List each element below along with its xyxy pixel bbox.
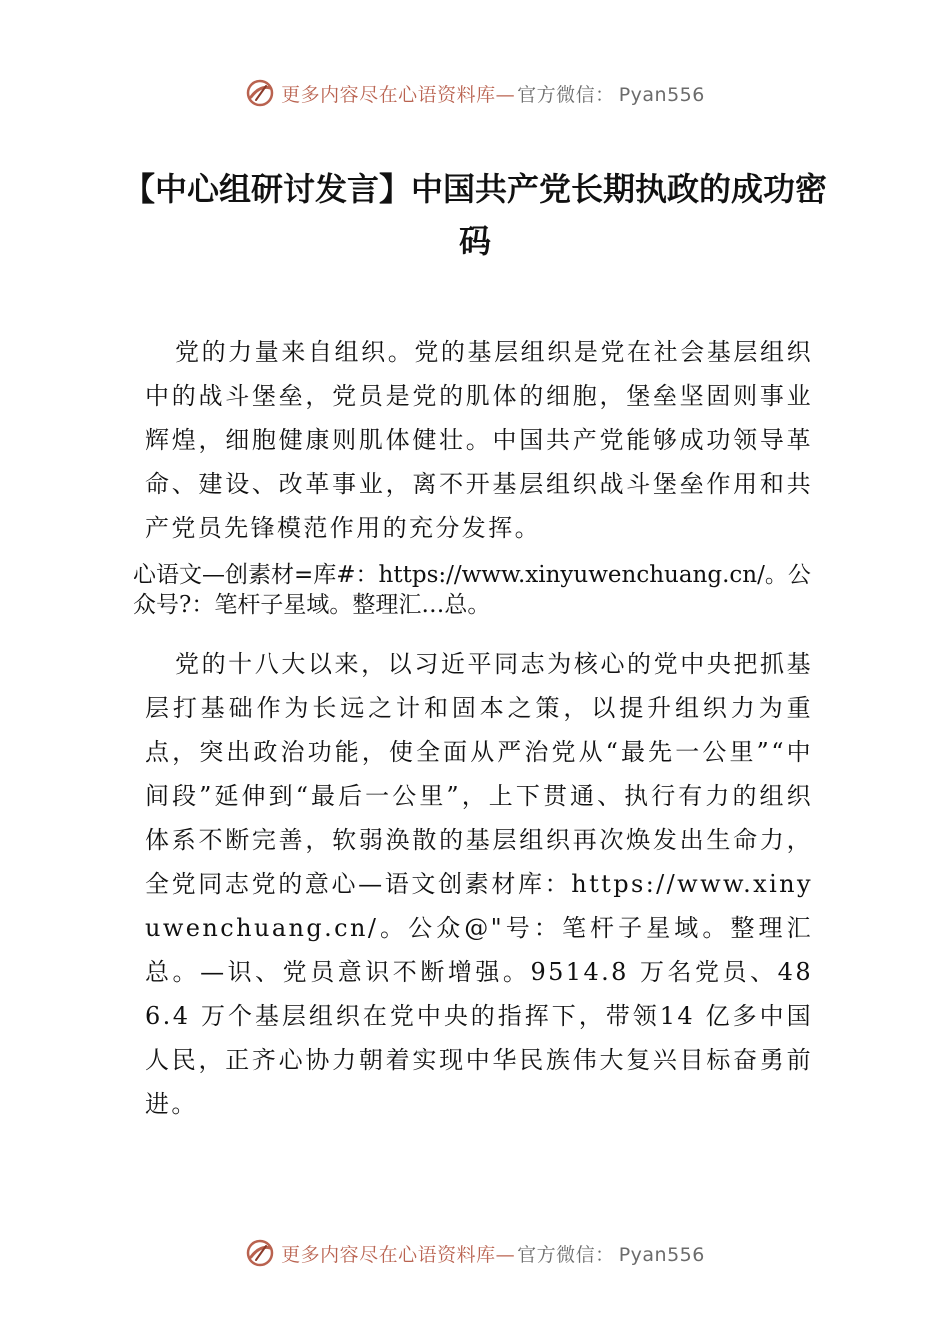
banner-wechat-label: 官方微信：: [517, 1243, 615, 1266]
document-title: 【中心组研讨发言】中国共产党长期执政的成功密码: [122, 170, 827, 260]
inserted-note: 心语文—创素材=库#：https://www.xinyuwenchuang.cn/。公众号?：笔杆子星域。整理汇…总。: [133, 562, 811, 618]
library-logo-icon: [245, 1238, 275, 1268]
banner-library-text: 更多内容尽在心语资料库: [281, 83, 496, 106]
banner-wechat-id: Pyan556: [618, 83, 705, 106]
banner-library-text: 更多内容尽在心语资料库: [281, 1243, 496, 1266]
banner-dash: —: [495, 1243, 516, 1266]
banner-text: [281, 1240, 705, 1267]
banner-wechat-label: 官方微信：: [517, 83, 615, 106]
header-banner: [0, 73, 950, 113]
footer-banner: [0, 1233, 950, 1273]
banner-wechat-id: Pyan556: [618, 1243, 705, 1266]
banner-text: [281, 80, 705, 107]
paragraph-1: 党的力量来自组织。党的基层组织是党在社会基层组织中的战斗堡垒，党员是党的肌体的细胞，堡垒坚固则事业辉煌，细胞健康则肌体健壮。中国共产党能够成功领导革命、建设、改革事业，离不开基层组织战斗堡垒作用和共产党员先锋模范作用的充分发挥。: [145, 338, 813, 542]
library-logo-icon: [245, 78, 275, 108]
paragraph-2: 党的十八大以来，以习近平同志为核心的党中央把抓基层打基础作为长远之计和固本之策，以提升组织力为重点，突出政治功能，使全面从严治党从“最先一公里”“中间段”延伸到“最后一公里”，上下贯通、执行有力的组织体系不断完善，软弱涣散的基层组织再次焕发出生命力，全党同志党的意心—语文创素材库：https://www.xinyuwenchuang.cn/。公众@"号：笔杆子星域。整理汇总。—识、党员意识不断增强。9514.8 万名党员、486.4 万个基层组织在党中央的指挥下，带领14 亿多中国人民，正齐心协力朝着实现中华民族伟大复兴目标奋勇前进。: [145, 650, 813, 1118]
banner-dash: —: [495, 83, 516, 106]
